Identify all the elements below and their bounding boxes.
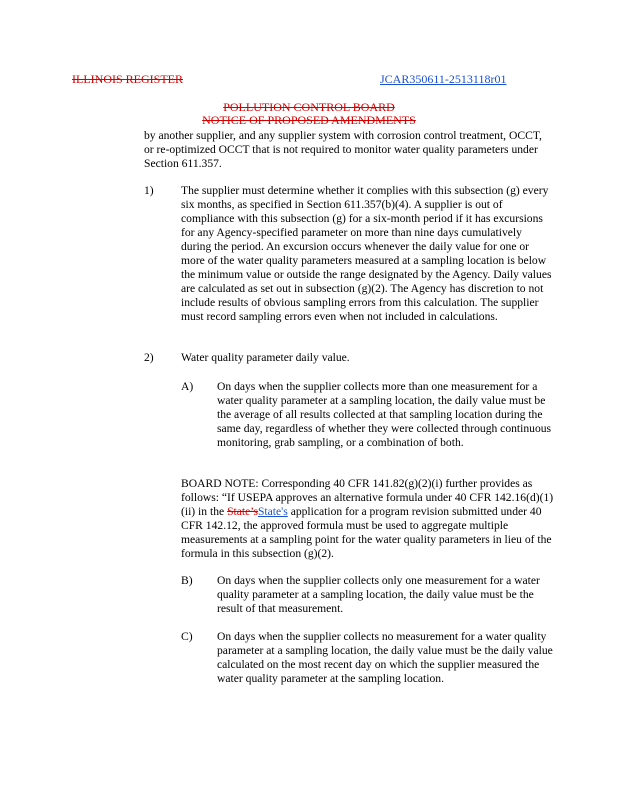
intro-paragraph: by another supplier, and any supplier system with corrosion control treatment, OCCT, or re-optimized OCCT that is not required to monitor water quality parameters under Section 611.357. <box>144 129 542 170</box>
subitem-text: On days when the supplier collects no measurement for a water quality parameter at a sampling location, the daily value must be the daily value calculated on the most recent day on which the supplier measured the water quality parameter at the sampling location. <box>217 630 553 685</box>
subitem-text: On days when the supplier collects only one measurement for a water quality parameter at a sampling location, the daily value must be the result of that measurement. <box>217 574 540 615</box>
register-title: ILLINOIS REGISTER <box>72 72 183 86</box>
jcar-code: JCAR350611-2513118r01 <box>380 72 507 86</box>
subitem-letter: B) <box>181 574 193 587</box>
subitem-letter: A) <box>181 380 194 393</box>
board-note-text: BOARD NOTE: Corresponding 40 CFR 141.82(g)(2)(i) further provides as follows: “If USEPA approves an alternative formula under 40 CFR 142.16(d)(1)(ii) in the <box>181 477 554 518</box>
deleted-text: State’s <box>227 505 258 518</box>
notice-title: NOTICE OF PROPOSED AMENDMENTS <box>202 113 416 127</box>
item-text: Water quality parameter daily value. <box>181 351 350 364</box>
board-title: POLLUTION CONTROL BOARD <box>223 100 395 114</box>
subitem-letter: C) <box>181 630 193 643</box>
item-text: The supplier must determine whether it complies with this subsection (g) every six months, as specified in Section 611.357(b)(4). A supplier is out of compliance with this subsection (g) for a six-month period if it has excursions for any Agency-specified parameter on more than nine days cumulatively during the period. An excursion occurs whenever the daily value for one or more of the water quality parameters measured at a sampling location is below the minimum value or outside the range designated by the Agency. Daily values are calculated as set out in subsection (g)(2). The Agency has discretion to not include results of obvious sampling errors from this calculation. The supplier must record sampling errors even when not included in calculations. <box>181 184 552 323</box>
item-number: 2) <box>144 351 154 364</box>
board-note-text: application for a program revision submitted under 40 CFR 142.12, the approved formula must be used to aggregate multiple measurements at a sampling point for the water quality parameters in lieu of the formula in this subsection (g)(2). <box>181 505 552 560</box>
subitem-text: On days when the supplier collects more than one measurement for a water quality parameter at a sampling location, the daily value must be the average of all results collected at that sampling location during the same day, regardless of whether they were collected through continuous monitoring, grab sampling, or a combination of both. <box>217 380 552 449</box>
board-note <box>181 477 557 561</box>
inserted-text: State's <box>257 505 288 518</box>
item-number: 1) <box>144 184 154 197</box>
